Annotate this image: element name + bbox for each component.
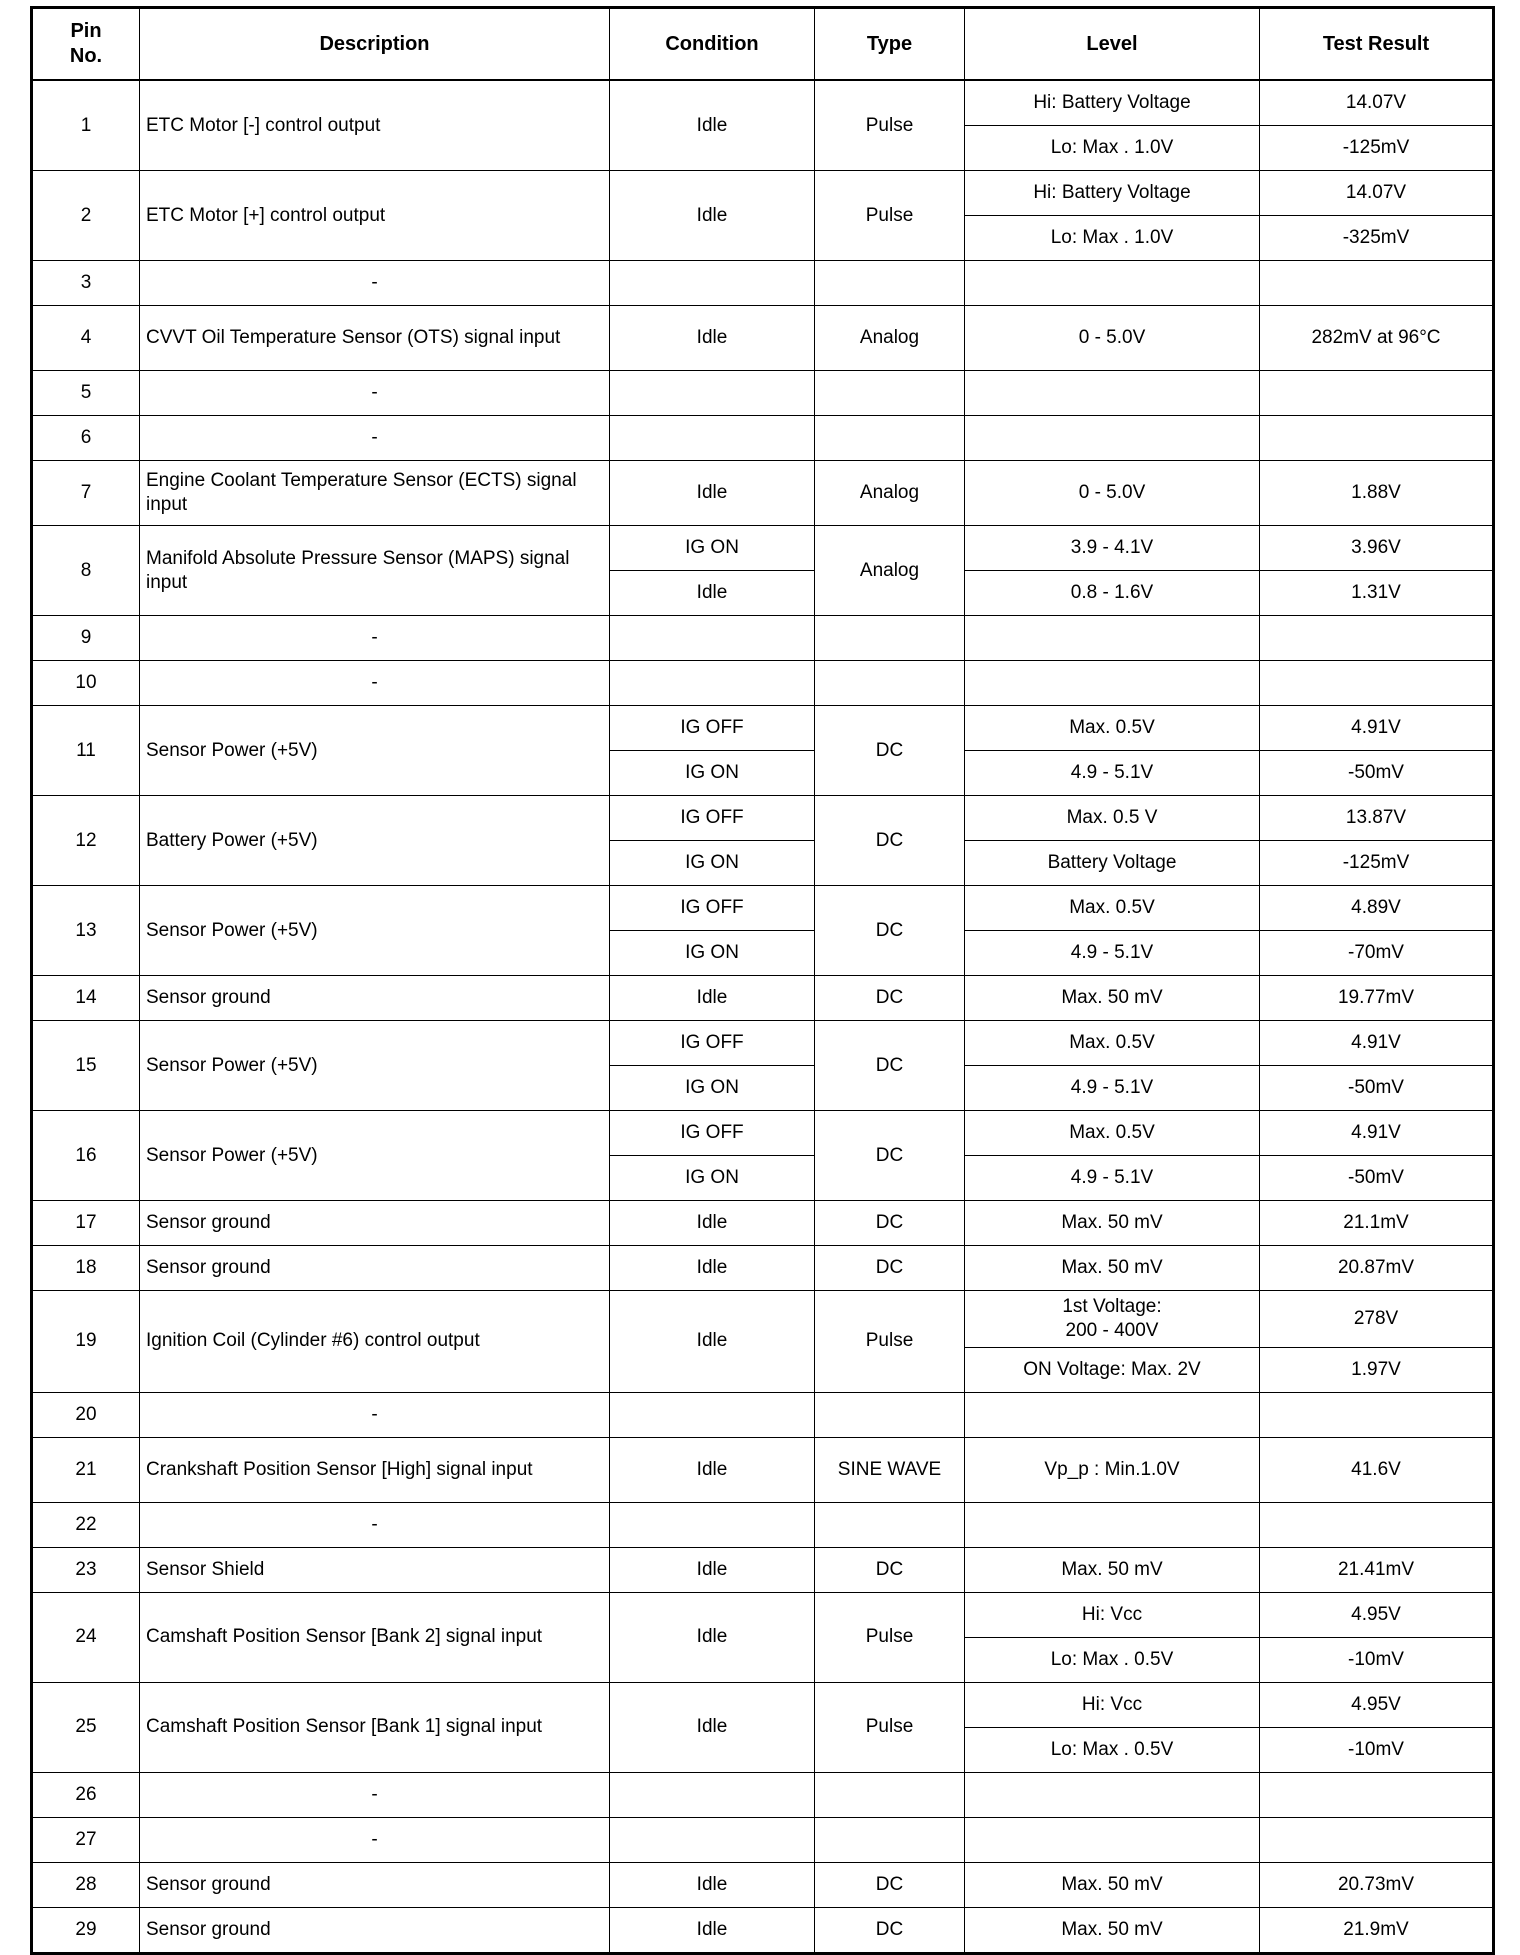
pin-type (815, 1772, 965, 1817)
pin-condition: IG OFF (610, 1021, 815, 1066)
pin-level: 3.9 - 4.1V (965, 526, 1260, 571)
pin-description: ETC Motor [+] control output (140, 171, 610, 261)
table-row (32, 1021, 1494, 1066)
pin-condition: Idle (610, 1201, 815, 1246)
pin-condition: Idle (610, 1437, 815, 1502)
pin-condition: IG ON (610, 526, 815, 571)
pin-condition: IG ON (610, 931, 815, 976)
pin-condition: IG OFF (610, 706, 815, 751)
pin-type: DC (815, 1907, 965, 1953)
pin-level: Vp_p : Min.1.0V (965, 1437, 1260, 1502)
pin-level: Battery Voltage (965, 841, 1260, 886)
table-row (32, 1291, 1494, 1348)
pin-type: DC (815, 1201, 965, 1246)
pin-condition: Idle (610, 171, 815, 261)
pin-description: Sensor Power (+5V) (140, 706, 610, 796)
pin-number: 19 (32, 1291, 140, 1393)
pin-test-result: 3.96V (1260, 526, 1494, 571)
pin-test-result: -125mV (1260, 841, 1494, 886)
pin-description: Sensor ground (140, 1862, 610, 1907)
pin-test-result: 41.6V (1260, 1437, 1494, 1502)
pin-condition: Idle (610, 80, 815, 171)
table-row (32, 661, 1494, 706)
table-row (32, 526, 1494, 571)
table-row (32, 461, 1494, 526)
table-header (32, 8, 1494, 81)
table-row (32, 1201, 1494, 1246)
pin-condition: Idle (610, 571, 815, 616)
pin-description: Engine Coolant Temperature Sensor (ECTS) signal input (140, 461, 610, 526)
pin-test-result: 282mV at 96°C (1260, 306, 1494, 371)
pin-number: 11 (32, 706, 140, 796)
pin-condition (610, 371, 815, 416)
header-description: Description (140, 8, 610, 81)
pin-level: Max. 50 mV (965, 1862, 1260, 1907)
header-row (32, 8, 1494, 81)
pin-description: - (140, 1772, 610, 1817)
pin-level (965, 261, 1260, 306)
pin-description: Sensor ground (140, 1907, 610, 1953)
pin-level (965, 616, 1260, 661)
pin-test-result: -10mV (1260, 1727, 1494, 1772)
pin-type: DC (815, 1862, 965, 1907)
pin-test-result: 4.95V (1260, 1592, 1494, 1637)
pin-number: 5 (32, 371, 140, 416)
pin-level: 4.9 - 5.1V (965, 931, 1260, 976)
header-type: Type (815, 8, 965, 81)
pin-description: - (140, 1392, 610, 1437)
pin-number: 1 (32, 80, 140, 171)
pin-type: DC (815, 706, 965, 796)
pin-level: 4.9 - 5.1V (965, 1066, 1260, 1111)
table-row (32, 976, 1494, 1021)
pin-number: 12 (32, 796, 140, 886)
table-row (32, 80, 1494, 126)
pin-type: DC (815, 796, 965, 886)
pin-test-result: 4.91V (1260, 706, 1494, 751)
pin-test-result: 21.1mV (1260, 1201, 1494, 1246)
pin-description: CVVT Oil Temperature Sensor (OTS) signal input (140, 306, 610, 371)
pin-condition: IG ON (610, 841, 815, 886)
pin-level: Max. 0.5V (965, 1111, 1260, 1156)
pin-type: DC (815, 976, 965, 1021)
pin-level: Lo: Max . 1.0V (965, 126, 1260, 171)
table-row (32, 1437, 1494, 1502)
pin-description: Sensor Power (+5V) (140, 886, 610, 976)
table-row (32, 616, 1494, 661)
pin-number: 22 (32, 1502, 140, 1547)
pin-description: - (140, 1817, 610, 1862)
pin-level: Hi: Vcc (965, 1592, 1260, 1637)
pin-test-result: 13.87V (1260, 796, 1494, 841)
pin-test-result: -50mV (1260, 751, 1494, 796)
pin-type (815, 1817, 965, 1862)
pin-number: 18 (32, 1246, 140, 1291)
pin-type (815, 661, 965, 706)
pin-description: - (140, 616, 610, 661)
pin-number: 3 (32, 261, 140, 306)
pin-level: Max. 50 mV (965, 1246, 1260, 1291)
pin-condition (610, 416, 815, 461)
pin-condition: Idle (610, 1246, 815, 1291)
table-row (32, 1592, 1494, 1637)
table-row (32, 796, 1494, 841)
pin-number: 13 (32, 886, 140, 976)
pin-description: Sensor Power (+5V) (140, 1111, 610, 1201)
table-row (32, 1502, 1494, 1547)
pin-condition: IG OFF (610, 796, 815, 841)
pin-test-result: -325mV (1260, 216, 1494, 261)
pin-condition: Idle (610, 1862, 815, 1907)
pin-type: Analog (815, 526, 965, 616)
pin-type: DC (815, 1111, 965, 1201)
pin-number: 27 (32, 1817, 140, 1862)
pin-number: 24 (32, 1592, 140, 1682)
pin-condition: Idle (610, 1907, 815, 1953)
pin-condition: Idle (610, 306, 815, 371)
table-row (32, 706, 1494, 751)
pin-type: Analog (815, 306, 965, 371)
header-test-result: Test Result (1260, 8, 1494, 81)
pin-condition: IG OFF (610, 886, 815, 931)
pin-level: 0 - 5.0V (965, 306, 1260, 371)
table-row (32, 886, 1494, 931)
table-row (32, 1817, 1494, 1862)
pin-test-result (1260, 261, 1494, 306)
pin-number: 29 (32, 1907, 140, 1953)
pin-test-result (1260, 661, 1494, 706)
pin-test-result: 14.07V (1260, 80, 1494, 126)
pin-type: Pulse (815, 1592, 965, 1682)
pin-test-result: 278V (1260, 1291, 1494, 1348)
pin-test-result: 1.97V (1260, 1347, 1494, 1392)
pin-condition (610, 1772, 815, 1817)
ecm-pin-table (30, 6, 1495, 1955)
pin-test-result: 4.89V (1260, 886, 1494, 931)
table-row (32, 306, 1494, 371)
pin-condition (610, 1502, 815, 1547)
pin-level (965, 371, 1260, 416)
pin-level: Max. 50 mV (965, 976, 1260, 1021)
pin-condition: IG ON (610, 751, 815, 796)
pin-condition (610, 616, 815, 661)
pin-level: Max. 0.5 V (965, 796, 1260, 841)
pin-level (965, 1502, 1260, 1547)
pin-level (965, 1772, 1260, 1817)
pin-type: Pulse (815, 80, 965, 171)
table-row (32, 416, 1494, 461)
header-pin-no (32, 8, 140, 81)
pin-type: DC (815, 1246, 965, 1291)
pin-number: 8 (32, 526, 140, 616)
pin-type: DC (815, 1547, 965, 1592)
pin-test-result (1260, 1772, 1494, 1817)
pin-test-result: 4.91V (1260, 1111, 1494, 1156)
pin-test-result (1260, 1817, 1494, 1862)
pin-number: 4 (32, 306, 140, 371)
table-row (32, 1111, 1494, 1156)
pin-level: Lo: Max . 0.5V (965, 1637, 1260, 1682)
pin-number: 25 (32, 1682, 140, 1772)
pin-test-result: 1.88V (1260, 461, 1494, 526)
pin-number: 7 (32, 461, 140, 526)
pin-level: 4.9 - 5.1V (965, 1156, 1260, 1201)
pin-level: 0.8 - 1.6V (965, 571, 1260, 616)
pin-description: - (140, 1502, 610, 1547)
pin-type: Pulse (815, 1682, 965, 1772)
table-row (32, 1392, 1494, 1437)
pin-condition: IG ON (610, 1066, 815, 1111)
pin-number: 14 (32, 976, 140, 1021)
pin-test-result: -50mV (1260, 1066, 1494, 1111)
pin-description: - (140, 261, 610, 306)
pin-level: Hi: Battery Voltage (965, 171, 1260, 216)
pin-number: 28 (32, 1862, 140, 1907)
pin-level: 0 - 5.0V (965, 461, 1260, 526)
pin-condition: Idle (610, 1547, 815, 1592)
pin-level: ON Voltage: Max. 2V (965, 1347, 1260, 1392)
pin-level (965, 1392, 1260, 1437)
pin-condition: Idle (610, 1592, 815, 1682)
pin-level: Max. 0.5V (965, 886, 1260, 931)
pin-test-result: 19.77mV (1260, 976, 1494, 1021)
pin-test-result (1260, 616, 1494, 661)
pin-level: 1st Voltage: 200 - 400V (965, 1291, 1260, 1348)
pin-condition: Idle (610, 1682, 815, 1772)
pin-test-result: 20.73mV (1260, 1862, 1494, 1907)
pin-type: DC (815, 886, 965, 976)
header-pin-no-line2: No. (69, 45, 103, 67)
pin-type: Pulse (815, 171, 965, 261)
pin-number: 17 (32, 1201, 140, 1246)
pin-test-result: -10mV (1260, 1637, 1494, 1682)
pin-description: Camshaft Position Sensor [Bank 1] signal input (140, 1682, 610, 1772)
pin-description: - (140, 371, 610, 416)
pin-type (815, 616, 965, 661)
pin-number: 15 (32, 1021, 140, 1111)
pin-type (815, 1392, 965, 1437)
pin-description: Sensor Shield (140, 1547, 610, 1592)
pin-description: - (140, 661, 610, 706)
pin-number: 20 (32, 1392, 140, 1437)
pin-level: Max. 50 mV (965, 1907, 1260, 1953)
pin-condition (610, 1392, 815, 1437)
pin-level: Max. 50 mV (965, 1547, 1260, 1592)
pin-test-result: 14.07V (1260, 171, 1494, 216)
pin-level (965, 416, 1260, 461)
pin-test-result: 4.95V (1260, 1682, 1494, 1727)
table-row (32, 1862, 1494, 1907)
table-row (32, 261, 1494, 306)
pin-condition: Idle (610, 976, 815, 1021)
pin-type: DC (815, 1021, 965, 1111)
pin-number: 26 (32, 1772, 140, 1817)
pin-test-result: 1.31V (1260, 571, 1494, 616)
header-level: Level (965, 8, 1260, 81)
pin-type: Analog (815, 461, 965, 526)
pin-level (965, 661, 1260, 706)
pin-number: 16 (32, 1111, 140, 1201)
pin-type: SINE WAVE (815, 1437, 965, 1502)
pin-level: Max. 0.5V (965, 1021, 1260, 1066)
pin-condition: IG OFF (610, 1111, 815, 1156)
pin-number: 23 (32, 1547, 140, 1592)
pin-test-result: -70mV (1260, 931, 1494, 976)
pin-description: ETC Motor [-] control output (140, 80, 610, 171)
pin-condition (610, 661, 815, 706)
pin-description: Battery Power (+5V) (140, 796, 610, 886)
pin-test-result: 20.87mV (1260, 1246, 1494, 1291)
pin-test-result: 21.41mV (1260, 1547, 1494, 1592)
pin-condition: IG ON (610, 1156, 815, 1201)
pin-level (965, 1817, 1260, 1862)
pin-description: Crankshaft Position Sensor [High] signal input (140, 1437, 610, 1502)
pin-test-result: -50mV (1260, 1156, 1494, 1201)
pin-type (815, 1502, 965, 1547)
pin-level: 4.9 - 5.1V (965, 751, 1260, 796)
pin-description: Manifold Absolute Pressure Sensor (MAPS) signal input (140, 526, 610, 616)
pin-level: Hi: Battery Voltage (965, 80, 1260, 126)
pin-number: 10 (32, 661, 140, 706)
pin-number: 9 (32, 616, 140, 661)
pin-test-result: -125mV (1260, 126, 1494, 171)
pin-number: 21 (32, 1437, 140, 1502)
pin-level: Max. 0.5V (965, 706, 1260, 751)
header-condition: Condition (610, 8, 815, 81)
header-pin-no-line1: Pin (70, 20, 102, 42)
pin-type (815, 371, 965, 416)
table-body (32, 80, 1494, 1953)
table-row (32, 1772, 1494, 1817)
table-row (32, 1907, 1494, 1953)
pin-description: Sensor ground (140, 976, 610, 1021)
pin-description: Sensor ground (140, 1201, 610, 1246)
table-row (32, 1547, 1494, 1592)
pin-test-result (1260, 416, 1494, 461)
table-row (32, 1246, 1494, 1291)
pin-test-result: 4.91V (1260, 1021, 1494, 1066)
pin-condition: Idle (610, 1291, 815, 1393)
pin-number: 2 (32, 171, 140, 261)
pin-test-result (1260, 371, 1494, 416)
pin-number: 6 (32, 416, 140, 461)
pin-type: Pulse (815, 1291, 965, 1393)
pin-condition (610, 261, 815, 306)
pin-description: - (140, 416, 610, 461)
table-row (32, 371, 1494, 416)
pin-description: Sensor ground (140, 1246, 610, 1291)
pin-level: Lo: Max . 1.0V (965, 216, 1260, 261)
pin-description: Ignition Coil (Cylinder #6) control output (140, 1291, 610, 1393)
pin-type (815, 261, 965, 306)
table-row (32, 171, 1494, 216)
pin-condition (610, 1817, 815, 1862)
table-row (32, 1682, 1494, 1727)
pin-condition: Idle (610, 461, 815, 526)
pin-type (815, 416, 965, 461)
pin-level: Hi: Vcc (965, 1682, 1260, 1727)
pin-description: Camshaft Position Sensor [Bank 2] signal input (140, 1592, 610, 1682)
pin-description: Sensor Power (+5V) (140, 1021, 610, 1111)
pin-test-result: 21.9mV (1260, 1907, 1494, 1953)
pin-level: Max. 50 mV (965, 1201, 1260, 1246)
pin-level: Lo: Max . 0.5V (965, 1727, 1260, 1772)
pin-test-result (1260, 1392, 1494, 1437)
pin-test-result (1260, 1502, 1494, 1547)
